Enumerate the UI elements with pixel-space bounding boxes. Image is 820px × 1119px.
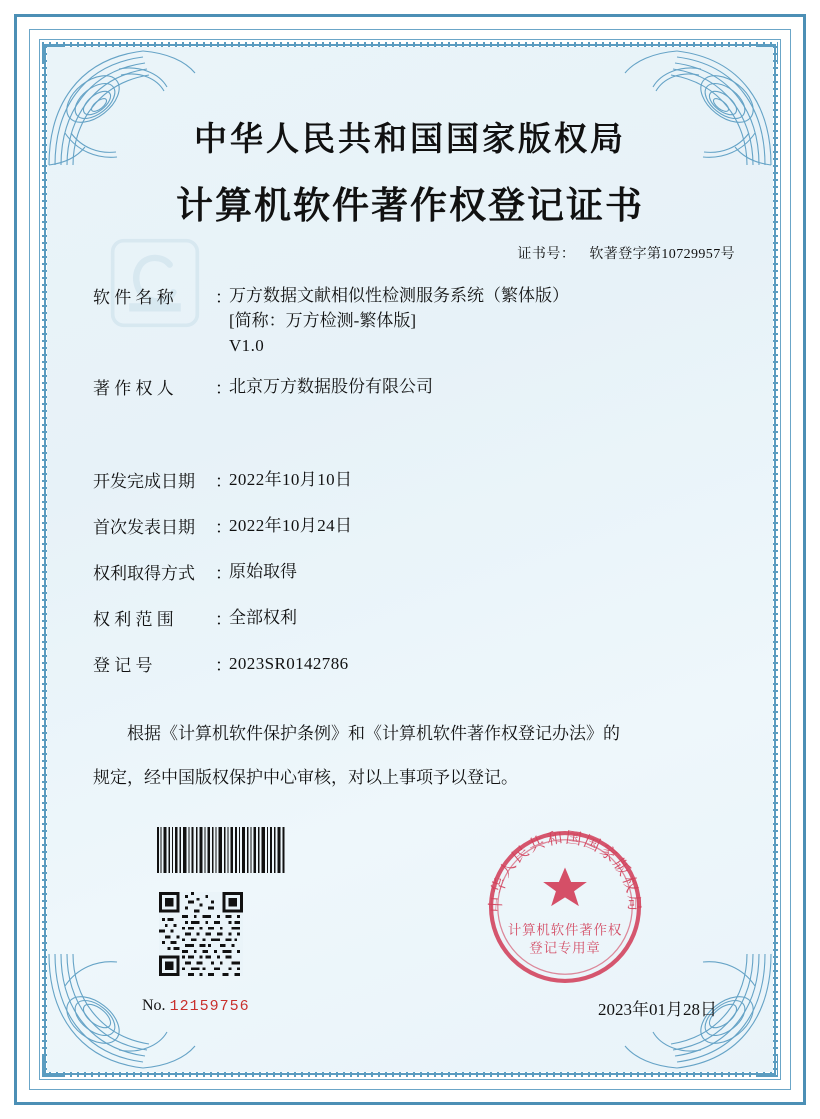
field-label-software-name: 软 件 名 称 bbox=[93, 288, 174, 307]
field-value-first-publish-date: 2022年10月24日 bbox=[229, 516, 353, 535]
serial-number bbox=[142, 997, 250, 1015]
certificate-number-value: 软著登字第10729957号 bbox=[589, 247, 735, 262]
field-value-registration-number: 2023SR0142786 bbox=[229, 654, 349, 673]
field-colon: ： bbox=[215, 379, 232, 398]
page-title-organization: 中华人民共和国国家版权局 bbox=[194, 122, 626, 158]
software-name-line-3: V1.0 bbox=[229, 336, 265, 355]
barcode-icon bbox=[157, 827, 287, 873]
field-value-copyright-owner bbox=[229, 374, 433, 399]
issue-date: 2023年01月28日 bbox=[598, 1000, 717, 1019]
field-row-copyright-owner bbox=[93, 374, 733, 399]
copyright-owner-line-1: 北京万方数据股份有限公司 bbox=[229, 377, 433, 396]
qr-code-icon bbox=[159, 892, 243, 976]
field-colon: ： bbox=[215, 518, 232, 537]
page-title-certificate: 计算机软件著作权登记证书 bbox=[176, 186, 644, 227]
field-row-registration-number bbox=[93, 651, 733, 676]
serial-value: 12159756 bbox=[169, 998, 250, 1015]
field-row-acquisition-method bbox=[93, 559, 733, 584]
software-name-line-2: [简称：万方检测-繁体版] bbox=[229, 311, 416, 330]
field-label-acquisition-method: 权利取得方式 bbox=[93, 564, 195, 583]
field-colon: ： bbox=[215, 610, 232, 629]
serial-label: No. bbox=[142, 997, 166, 1014]
field-label-rights-scope: 权 利 范 围 bbox=[93, 610, 174, 629]
software-name-line-1: 万方数据文献相似性检测服务系统（繁体版） bbox=[229, 286, 569, 305]
field-label-first-publish-date: 首次发表日期 bbox=[93, 518, 195, 537]
field-colon: ： bbox=[215, 472, 232, 491]
field-value-acquisition-method: 原始取得 bbox=[229, 562, 297, 581]
field-label-copyright-owner: 著 作 权 人 bbox=[93, 379, 174, 398]
field-colon: ： bbox=[215, 656, 232, 675]
svg-text:登记专用章: 登记专用章 bbox=[529, 940, 601, 956]
field-value-rights-scope: 全部权利 bbox=[229, 608, 297, 627]
svg-text:计算机软件著作权: 计算机软件著作权 bbox=[507, 922, 623, 938]
field-colon: ： bbox=[215, 288, 232, 307]
field-group-primary bbox=[93, 283, 733, 405]
certificate-number-label: 证书号： bbox=[517, 247, 576, 262]
field-row-development-date bbox=[93, 467, 733, 492]
field-label-registration-number: 登 记 号 bbox=[93, 656, 153, 675]
statement-line-2: 规定，经中国版权保护中心审核，对以上事项予以登记。 bbox=[93, 768, 518, 787]
field-value-development-date: 2022年10月10日 bbox=[229, 470, 353, 489]
svg-text:中华人民共和国国家版权局: 中华人民共和国国家版权局 bbox=[487, 829, 643, 913]
field-value-software-name bbox=[229, 283, 569, 358]
field-row-rights-scope bbox=[93, 605, 733, 630]
statement-paragraph bbox=[93, 712, 729, 800]
field-colon: ： bbox=[215, 564, 232, 583]
field-row-first-publish-date bbox=[93, 513, 733, 538]
statement-line-1: 根据《计算机软件保护条例》和《计算机软件著作权登记办法》的 bbox=[127, 724, 620, 743]
field-group-secondary bbox=[93, 467, 733, 697]
certificate-body bbox=[47, 47, 773, 1072]
certificate-number bbox=[517, 243, 735, 263]
official-seal bbox=[481, 823, 649, 991]
field-row-software-name bbox=[93, 283, 733, 358]
field-label-development-date: 开发完成日期 bbox=[93, 472, 195, 491]
